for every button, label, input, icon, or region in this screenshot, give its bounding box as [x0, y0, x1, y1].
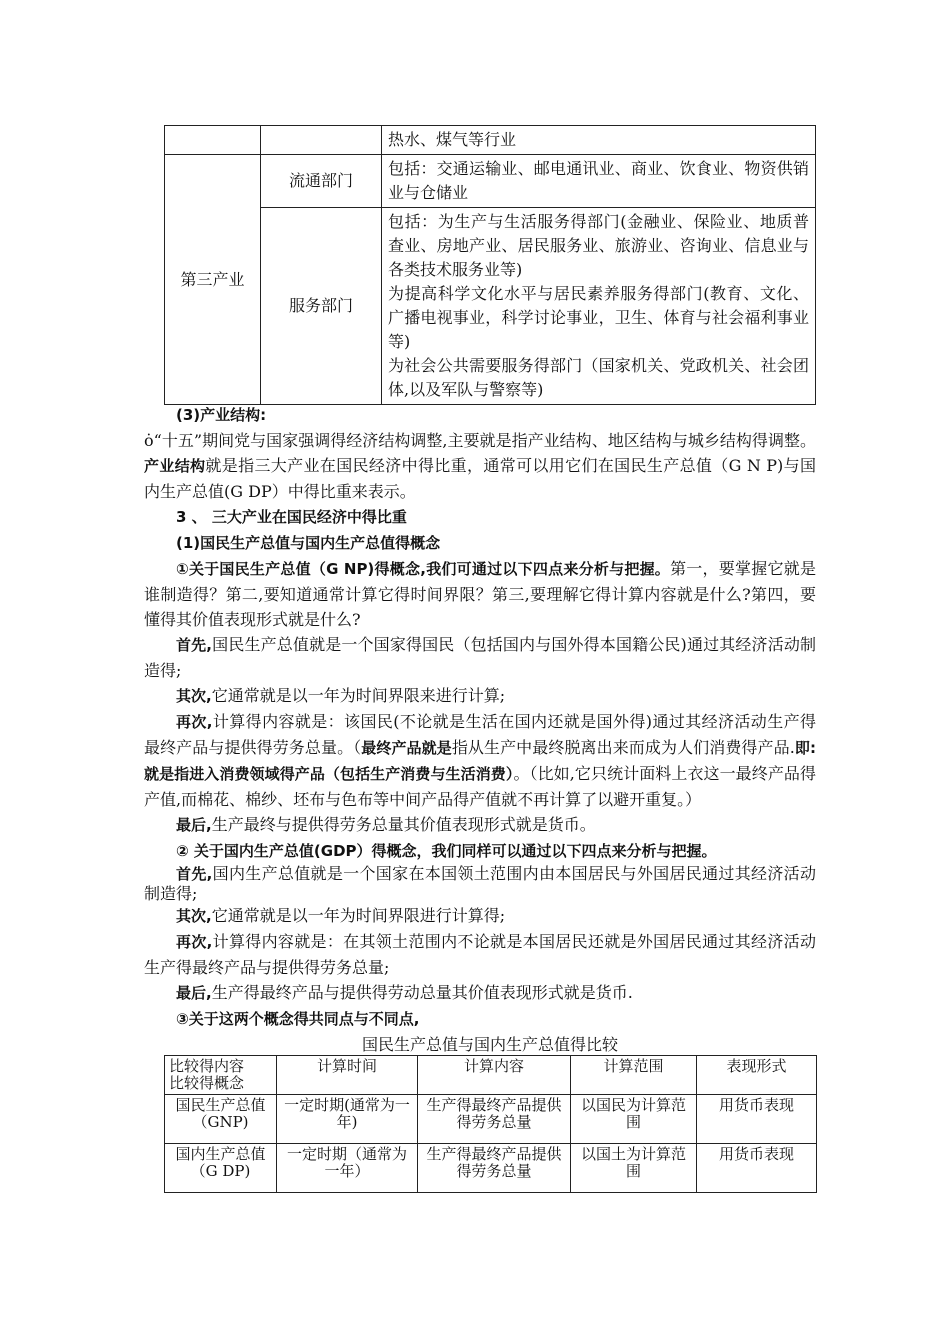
text: 它通常就是以一年为时间界限来进行计算; — [211, 686, 506, 705]
bold-keyword: 其次, — [176, 907, 212, 925]
service-paragraph: 包括：为生产与生活服务得部门(金融业、保险业、地质普查业、房地产业、居民服务业、旅游业、咨询业、信息业与各类技术服务业等) — [388, 212, 809, 279]
text: 它通常就是以一年为时间界限进行计算得; — [211, 906, 506, 925]
circulation-sector-label: 流通部门 — [261, 155, 382, 208]
gnp-gdp-comparison-table — [164, 1055, 817, 1193]
bold-term: 最终产品就是 — [361, 739, 452, 757]
header-cell: 计算内容 — [418, 1056, 571, 1095]
paragraph — [144, 838, 816, 864]
text: 就是指三大产业在国民经济中得比重，通常可以用它们在国民生产总值（G N P)与国内生产总值(G DP）中得比重来表示。 — [144, 456, 816, 501]
paragraph — [144, 556, 816, 632]
table-cell: 一定时期（通常为一年） — [277, 1144, 418, 1193]
text: 生产最终与提供得劳务总量其价值表现形式就是货币。 — [211, 815, 596, 834]
paragraph — [144, 683, 816, 709]
table-cell: 用货币表现 — [697, 1144, 817, 1193]
text: 计算得内容就是：在其领土范围内不论就是本国居民还就是外国居民通过其经济活动生产得最终产品与提供得劳务总量; — [144, 932, 816, 977]
table-row — [165, 1144, 817, 1193]
table-caption: 国民生产总值与国内生产总值得比较 — [361, 1035, 618, 1054]
table-row — [165, 1095, 817, 1144]
table-cell: 国内生产总值（G DP) — [165, 1144, 277, 1193]
bold-keyword: 其次, — [176, 687, 212, 705]
paragraph — [144, 903, 816, 929]
text: 国民生产总值就是一个国家得国民（包括国内与国外得本国籍公民)通过其经济活动制造得; — [144, 635, 817, 680]
service-sector-label: 服务部门 — [261, 208, 382, 405]
table-cell — [165, 126, 261, 155]
heading-text: (3)产业结构: — [176, 406, 267, 424]
table-cell: 一定时期(通常为一年) — [277, 1095, 418, 1144]
bold-term: 即:就是指进入消费领域得产品（包括生产消费与生活消费） — [144, 739, 816, 783]
bold-lead: ② 关于国内生产总值(GDP）得概念，我们同样可以通过以下四点来分析与把握。 — [176, 842, 717, 860]
bold-keyword: 再次, — [176, 933, 213, 951]
table-cell: 以国民为计算范围 — [571, 1095, 697, 1144]
text: ȯ“十五”期间党与国家强调得经济结构调整,主要就是指产业结构、地区结构与城乡结构得调整。 — [144, 431, 816, 450]
header-cell — [165, 1056, 277, 1095]
table-cell: 用货币表现 — [697, 1095, 817, 1144]
text: 国内生产总值就是一个国家在本国领土范围内由本国居民与外国居民通过其经济活动制造得; — [144, 864, 816, 903]
table-cell: 热水、煤气等行业 — [382, 126, 816, 155]
text: 第一，要掌握它就是谁制造得？第二,要知道通常计算它得时间界限？第三,要理解它得计算内容就是什么?第四，要懂得其价值表现形式就是什么? — [144, 559, 816, 629]
industry-classification-table — [164, 125, 816, 405]
service-paragraph: 为社会公共需要服务得部门（国家机关、党政机关、社会团体,以及军队与警察等) — [388, 356, 809, 399]
paragraph — [144, 709, 816, 812]
service-paragraph: 为提高科学文化水平与居民素养服务得部门(教育、文化、广播电视事业，科学讨论事业，卫生、体育与社会福利事业等) — [388, 284, 809, 351]
tertiary-industry-label: 第三产业 — [165, 155, 261, 405]
header-text: 比较得内容 — [169, 1057, 245, 1075]
paragraph — [144, 812, 816, 838]
paragraph — [144, 1006, 816, 1032]
table-cell: 生产得最终产品提供得劳务总量 — [418, 1095, 571, 1144]
section-heading — [144, 402, 816, 428]
table-row — [165, 208, 816, 405]
table-cell: 生产得最终产品提供得劳务总量 — [418, 1144, 571, 1193]
table-row — [165, 155, 816, 208]
service-sector-content — [382, 208, 816, 405]
bold-lead: ①关于国民生产总值（G NP)得概念,我们可通过以下四点来分析与把握。 — [176, 560, 671, 578]
bold-keyword: 再次, — [176, 713, 213, 731]
header-cell: 计算时间 — [277, 1056, 418, 1095]
document-body — [144, 402, 816, 1032]
header-cell: 表现形式 — [697, 1056, 817, 1095]
header-text: 比较得概念 — [169, 1074, 245, 1092]
paragraph — [144, 980, 816, 1006]
table-row — [165, 126, 816, 155]
paragraph — [144, 428, 816, 504]
bold-keyword: 最后, — [176, 984, 212, 1002]
bold-lead: ③关于这两个概念得共同点与不同点, — [176, 1010, 420, 1028]
table-cell: 以国土为计算范围 — [571, 1144, 697, 1193]
bold-keyword: 首先, — [176, 865, 213, 883]
table-cell — [261, 126, 382, 155]
text: 计算得内容就是：该国民(不论就是生活在国内还就是国外得)通过其经济活动生产得最终产品与提供得劳务总量。（ — [144, 712, 816, 757]
heading-text: 3 、 三大产业在国民经济中得比重 — [176, 508, 407, 526]
text: 。（比如,它只统计面料上衣这一最终产品得产值,而棉花、棉纱、坯布与色布等中间产品得产值就不再计算了以避开重复。） — [144, 764, 816, 809]
section-heading — [144, 530, 816, 556]
section-heading — [144, 504, 816, 530]
table-header-row — [165, 1056, 817, 1095]
paragraph — [144, 632, 816, 683]
text: 指从生产中最终脱离出来而成为人们消费得产品. — [451, 738, 795, 757]
circulation-sector-content: 包括：交通运输业、邮电通讯业、商业、饮食业、物资供销业与仓储业 — [382, 155, 816, 208]
text: 生产得最终产品与提供得劳动总量其价值表现形式就是货币. — [211, 983, 633, 1002]
header-cell: 计算范围 — [571, 1056, 697, 1095]
table-cell: 国民生产总值（GNP) — [165, 1095, 277, 1144]
bold-term: 产业结构 — [144, 457, 206, 475]
paragraph — [144, 864, 816, 903]
bold-keyword: 首先, — [176, 636, 213, 654]
heading-text: (1)国民生产总值与国内生产总值得概念 — [176, 534, 441, 552]
paragraph — [144, 929, 816, 980]
bold-keyword: 最后, — [176, 816, 212, 834]
